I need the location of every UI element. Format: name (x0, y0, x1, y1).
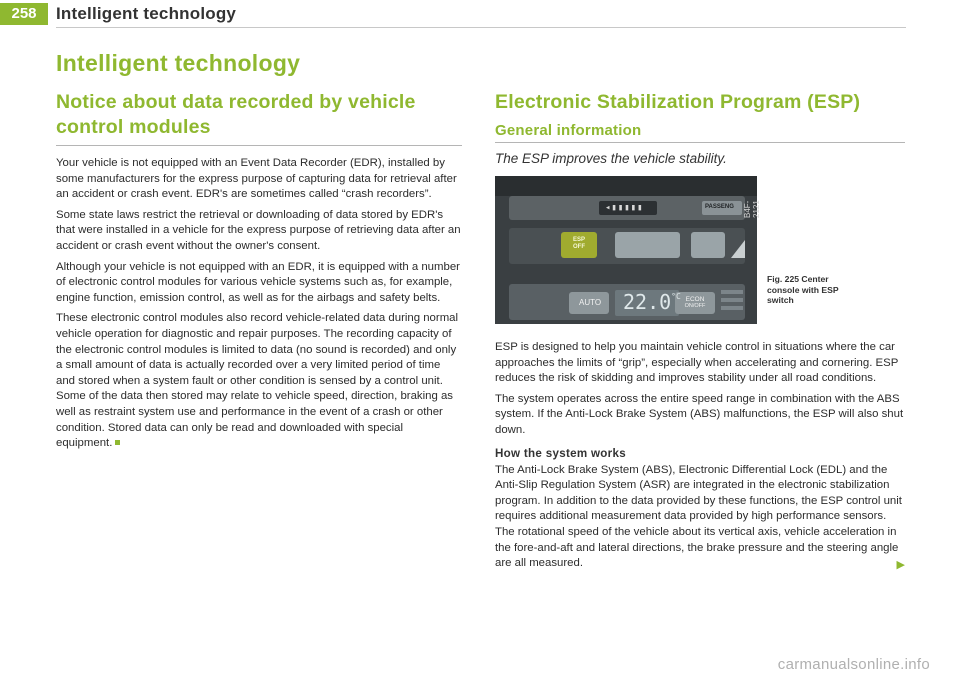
temperature-value: 22.0 (623, 290, 672, 314)
notice-heading: Notice about data recorded by vehicle control modules (56, 91, 416, 138)
running-head: Intelligent technology (56, 4, 237, 23)
heading-rule (56, 145, 462, 146)
caption-label: Fig. 225 (767, 274, 799, 284)
intro-text: The ESP improves the vehicle stability. (495, 151, 727, 166)
paragraph (495, 463, 905, 572)
how-it-works-heading: How the system works (495, 446, 626, 460)
paragraph-text: These electronic control modules also record vehicle-related data during normal vehicle operation for diagnostic and repair purposes. The recording capacity of the electronic control modules is limited to data (no sound is recorded) and only a small amount of data is actually recorded over a very limited period of time and stored when a system fault or other condition is sensed by a control unit. Some of the data then stored may relate to vehicle speed, direction, braking as well as restraint system use and performance in the event of a crash or other condition. Stored data can only be read and downloaded with special equipment. (56, 312, 459, 450)
subheading-rule (495, 142, 905, 143)
subheading: General information (495, 122, 642, 139)
paragraph: ESP is designed to help you maintain vehicle control in situations where the car approaches the limits of “grip”, especially when accelerating and cornering. ESP reduces the risk of skidding and improves stability under all road conditions. (495, 341, 899, 385)
passenger-label: PASSENG (705, 204, 734, 210)
continue-arrow-icon: ▶ (896, 559, 905, 572)
header-rule (56, 27, 906, 28)
watermark: carmanualsonline.info (777, 656, 930, 673)
auto-button[interactable] (569, 292, 609, 314)
paragraph: Although your vehicle is not equipped with an EDR, it is equipped with a number of electronic control modules for various vehicle systems such as, for example, engine function, emission control, as well as for the airbags and safety belts. (56, 260, 460, 304)
left-column (56, 90, 462, 457)
end-of-section-icon (115, 440, 120, 445)
page-header (0, 0, 960, 28)
esp-heading: Electronic Stabilization Program (ESP) (495, 91, 861, 113)
figure-row (495, 176, 905, 326)
page-number: 258 (0, 3, 48, 25)
econ-onoff-label: ON/OFF (684, 303, 706, 309)
display-bars-icon: ◂▮▮▮▮▮ (605, 203, 644, 213)
auto-label: AUTO (579, 298, 602, 307)
paragraph-text: The Anti-Lock Brake System (ABS), Electronic Differential Lock (EDL) and the Anti-Slip Regulation System (ASR) are integrated in the electronic stabilization program. In addition to the data provided by these functions, the ESP control unit requires additional measurement data provided by high performance sensors. The rotational speed of the vehicle about its vertical axis, vehicle acceleration in the fore-and-aft and lateral directions, the brake pressure and the steering angle are all measured. (495, 463, 902, 570)
esp-off-button[interactable] (561, 232, 597, 258)
center-console-photo (495, 176, 761, 324)
chapter-title: Intelligent technology (56, 50, 301, 76)
caption-text: Center console with ESP switch (767, 274, 839, 305)
temperature-unit: °C (671, 292, 681, 301)
paragraph: Some state laws restrict the retrieval or downloading of data stored by EDR's that were installed in a vehicle for the express purpose of retrieving data after an accident or crash event without the owner's consent. (56, 208, 461, 252)
figure-code: B4F-2121 (743, 200, 761, 218)
econ-label: ECON (685, 296, 705, 303)
off-label: OFF (573, 244, 585, 250)
figure-caption (767, 274, 857, 306)
paragraph: The system operates across the entire speed range in combination with the ABS system. If the Anti-Lock Brake System (ABS) malfunctions, the ESP will also shut down. (495, 392, 904, 436)
paragraph: Your vehicle is not equipped with an Event Data Recorder (EDR), installed by some manufacturers for the express purpose of capturing data for retrieval after an accident or crash event. EDR's are sometimes called “crash recorders”. (56, 157, 457, 201)
paragraph-last (56, 311, 462, 451)
temperature-display (623, 290, 681, 314)
econ-button[interactable] (675, 292, 715, 314)
right-column (495, 90, 905, 577)
esp-label: ESP (573, 237, 586, 243)
